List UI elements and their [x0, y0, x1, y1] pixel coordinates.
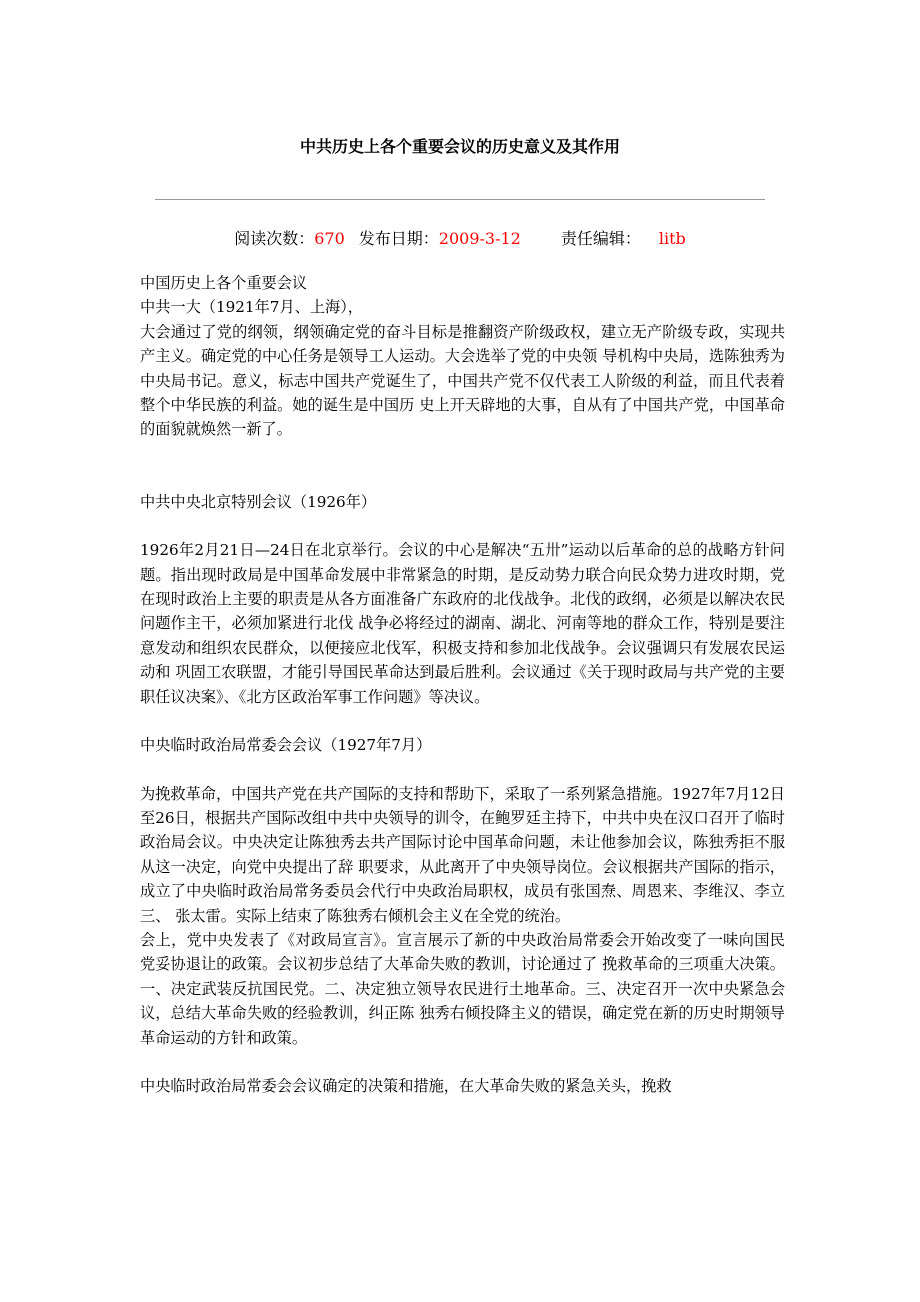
- section-heading-beijing-meeting: 中共中央北京特别会议（1926年）: [140, 492, 377, 511]
- paragraph-beijing-meeting: 1926年2月21日—24日在北京举行。会议的中心是解决“五卅”运动以后革命的总的战略方针问题。指出现时政局是中国革命发展中非常紧急的时期，是反动势力联合向民众势力进攻时期，党在现时政治上主要的职责是从各方面准备广东政府的北伐战争。北伐的政纲，必须是以解决农民问题作主干，必须加紧进行北伐 战争必将经过的湖南、湖北、河南等地的群众工作，特别是要注意发动和组织农民群众，以便接应北伐军，积极支持和参加北伐战争。会议强调只有发展农民运动和 巩固工农联盟，才能引导国民革命达到最后胜利。会议通过《关于现时政局与共产党的主要职任议决案》、《北方区政治军事工作问题》等决议。: [140, 541, 785, 706]
- page-title: 中共历史上各个重要会议的历史意义及其作用: [299, 137, 620, 156]
- paragraph-standing-committee-1: 为挽救革命，中国共产党在共产国际的支持和帮助下，采取了一系列紧急措施。1927年7月12日至26日，根据共产国际改组中共中央领导的训令，在鲍罗廷主持下，中共中央在汉口召开了临时政治局会议。中央决定让陈独秀去共产国际讨论中国革命问题，未让他参加会议，陈独秀拒不服从这一决定，向党中央提出了辞 职要求，从此离开了中央领导岗位。会议根据共产国际的指示，成立了中央临时政治局常务委员会代行中央政治局职权，成员有张国焘、周恩来、李维汉、李立三、 张太雷。实际上结束了陈独秀右倾机会主义在全党的统治。: [140, 784, 785, 925]
- paragraph-first-congress: 大会通过了党的纲领，纲领确定党的奋斗目标是推翻资产阶级政权，建立无产阶级专政，实现共产主义。确定党的中心任务是领导工人运动。大会选举了党的中央领 导机构中央局，选陈独秀为中央局书记。意义，标志中国共产党诞生了，中国共产党不仅代表工人阶级的利益，而且代表着整个中华民族的利益。她的诞生是中国历 史上开天辟地的大事，自从有了中国共产党，中国革命的面貌就焕然一新了。: [140, 322, 785, 439]
- date-label: 发布日期：: [358, 229, 439, 248]
- reads-label: 阅读次数：: [234, 229, 315, 248]
- article-body: [140, 271, 785, 1098]
- title-divider: [155, 199, 765, 200]
- section-heading-overview: 中国历史上各个重要会议: [140, 274, 308, 292]
- editor-label: 责任编辑：: [560, 229, 641, 248]
- article-meta: [0, 228, 920, 250]
- paragraph-standing-committee-2: 会上，党中央发表了《对政局宣言》。宣言展示了新的中央政治局常委会开始改变了一味向国民党妥协退让的政策。会议初步总结了大革命失败的教训，讨论通过了 挽救革命的三项重大决策。一、决定武装反抗国民党。二、决定独立领导农民进行土地革命。三、决定召开一次中央紧急会议，总结大革命失败的经验教训，纠正陈 独秀右倾投降主义的错误，确定党在新的历史时期领导革命运动的方针和政策。: [140, 930, 785, 1047]
- section-heading-standing-committee: 中央临时政治局常委会会议（1927年7月）: [140, 736, 432, 755]
- date-value: 2009-3-12: [438, 229, 521, 248]
- editor-value: litb: [658, 229, 686, 248]
- reads-value: 670: [314, 229, 345, 248]
- subheading-first-congress: 中共一大（1921年7月、上海），: [140, 298, 363, 317]
- paragraph-standing-committee-3: 中央临时政治局常委会会议确定的决策和措施，在大革命失败的紧急关头，挽救: [140, 1076, 672, 1095]
